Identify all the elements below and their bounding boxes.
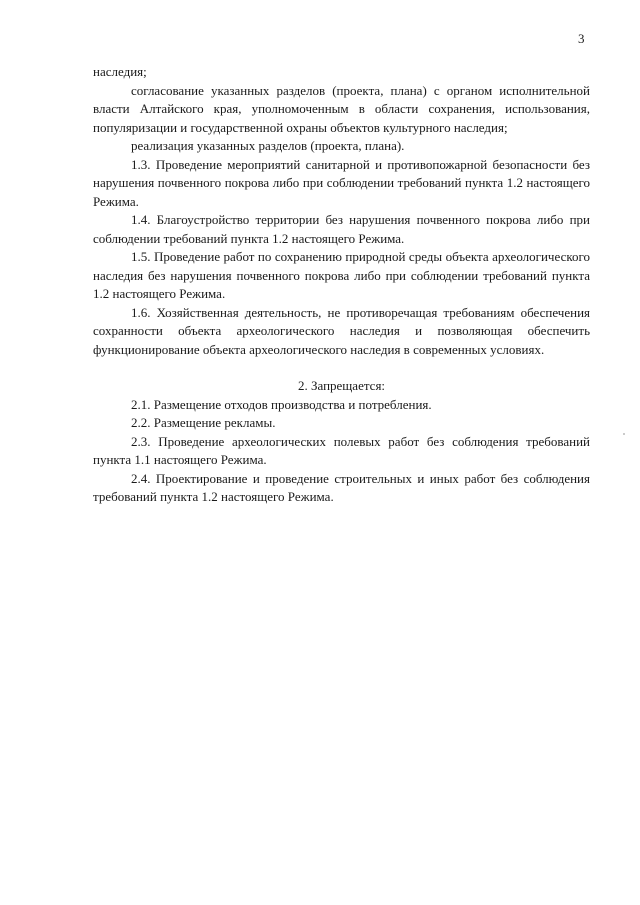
document-body	[93, 63, 590, 507]
paragraph: 1.6. Хозяйственная деятельность, не противоречащая требованиям обеспечения сохранности объекта археологического наследия и позволяющая обеспечить функционирование объекта археологического наследия в современных условиях.	[93, 304, 590, 357]
paragraph: 1.5. Проведение работ по сохранению природной среды объекта археологического наследия без нарушения почвенного покрова либо при соблюдении требований пункта 1.2 настоящего Режима.	[93, 249, 590, 301]
paragraph: реализация указанных разделов (проекта, плана).	[131, 138, 405, 153]
scan-speck	[623, 433, 625, 435]
paragraph: 2.2. Размещение рекламы.	[131, 415, 276, 430]
section-title: 2. Запрещается:	[297, 378, 386, 393]
paragraph: 1.4. Благоустройство территории без нарушения почвенного покрова либо при соблюдении требований пункта 1.2 настоящего Режима.	[93, 212, 590, 246]
page-number: 3	[578, 31, 585, 46]
paragraph: 2.1. Размещение отходов производства и потребления.	[131, 396, 432, 412]
paragraph: 2.3. Проведение археологических полевых работ без соблюдения требований пункта 1.1 настоящего Режима.	[93, 433, 590, 467]
paragraph: 1.3. Проведение мероприятий санитарной и противопожарной безопасности без нарушения почвенного покрова либо при соблюдении требований пункта 1.2 настоящего Режима.	[93, 156, 590, 209]
paragraph: согласование указанных разделов (проекта, плана) с органом исполнительной власти Алтайского края, уполномоченным в области сохранения, использования, популяризации и государственной охраны объектов культурного наследия;	[93, 82, 590, 135]
paragraph: наследия;	[93, 64, 147, 79]
paragraph: 2.4. Проектирование и проведение строительных и иных работ без соблюдения требований пункта 1.2 настоящего Режима.	[93, 470, 590, 504]
